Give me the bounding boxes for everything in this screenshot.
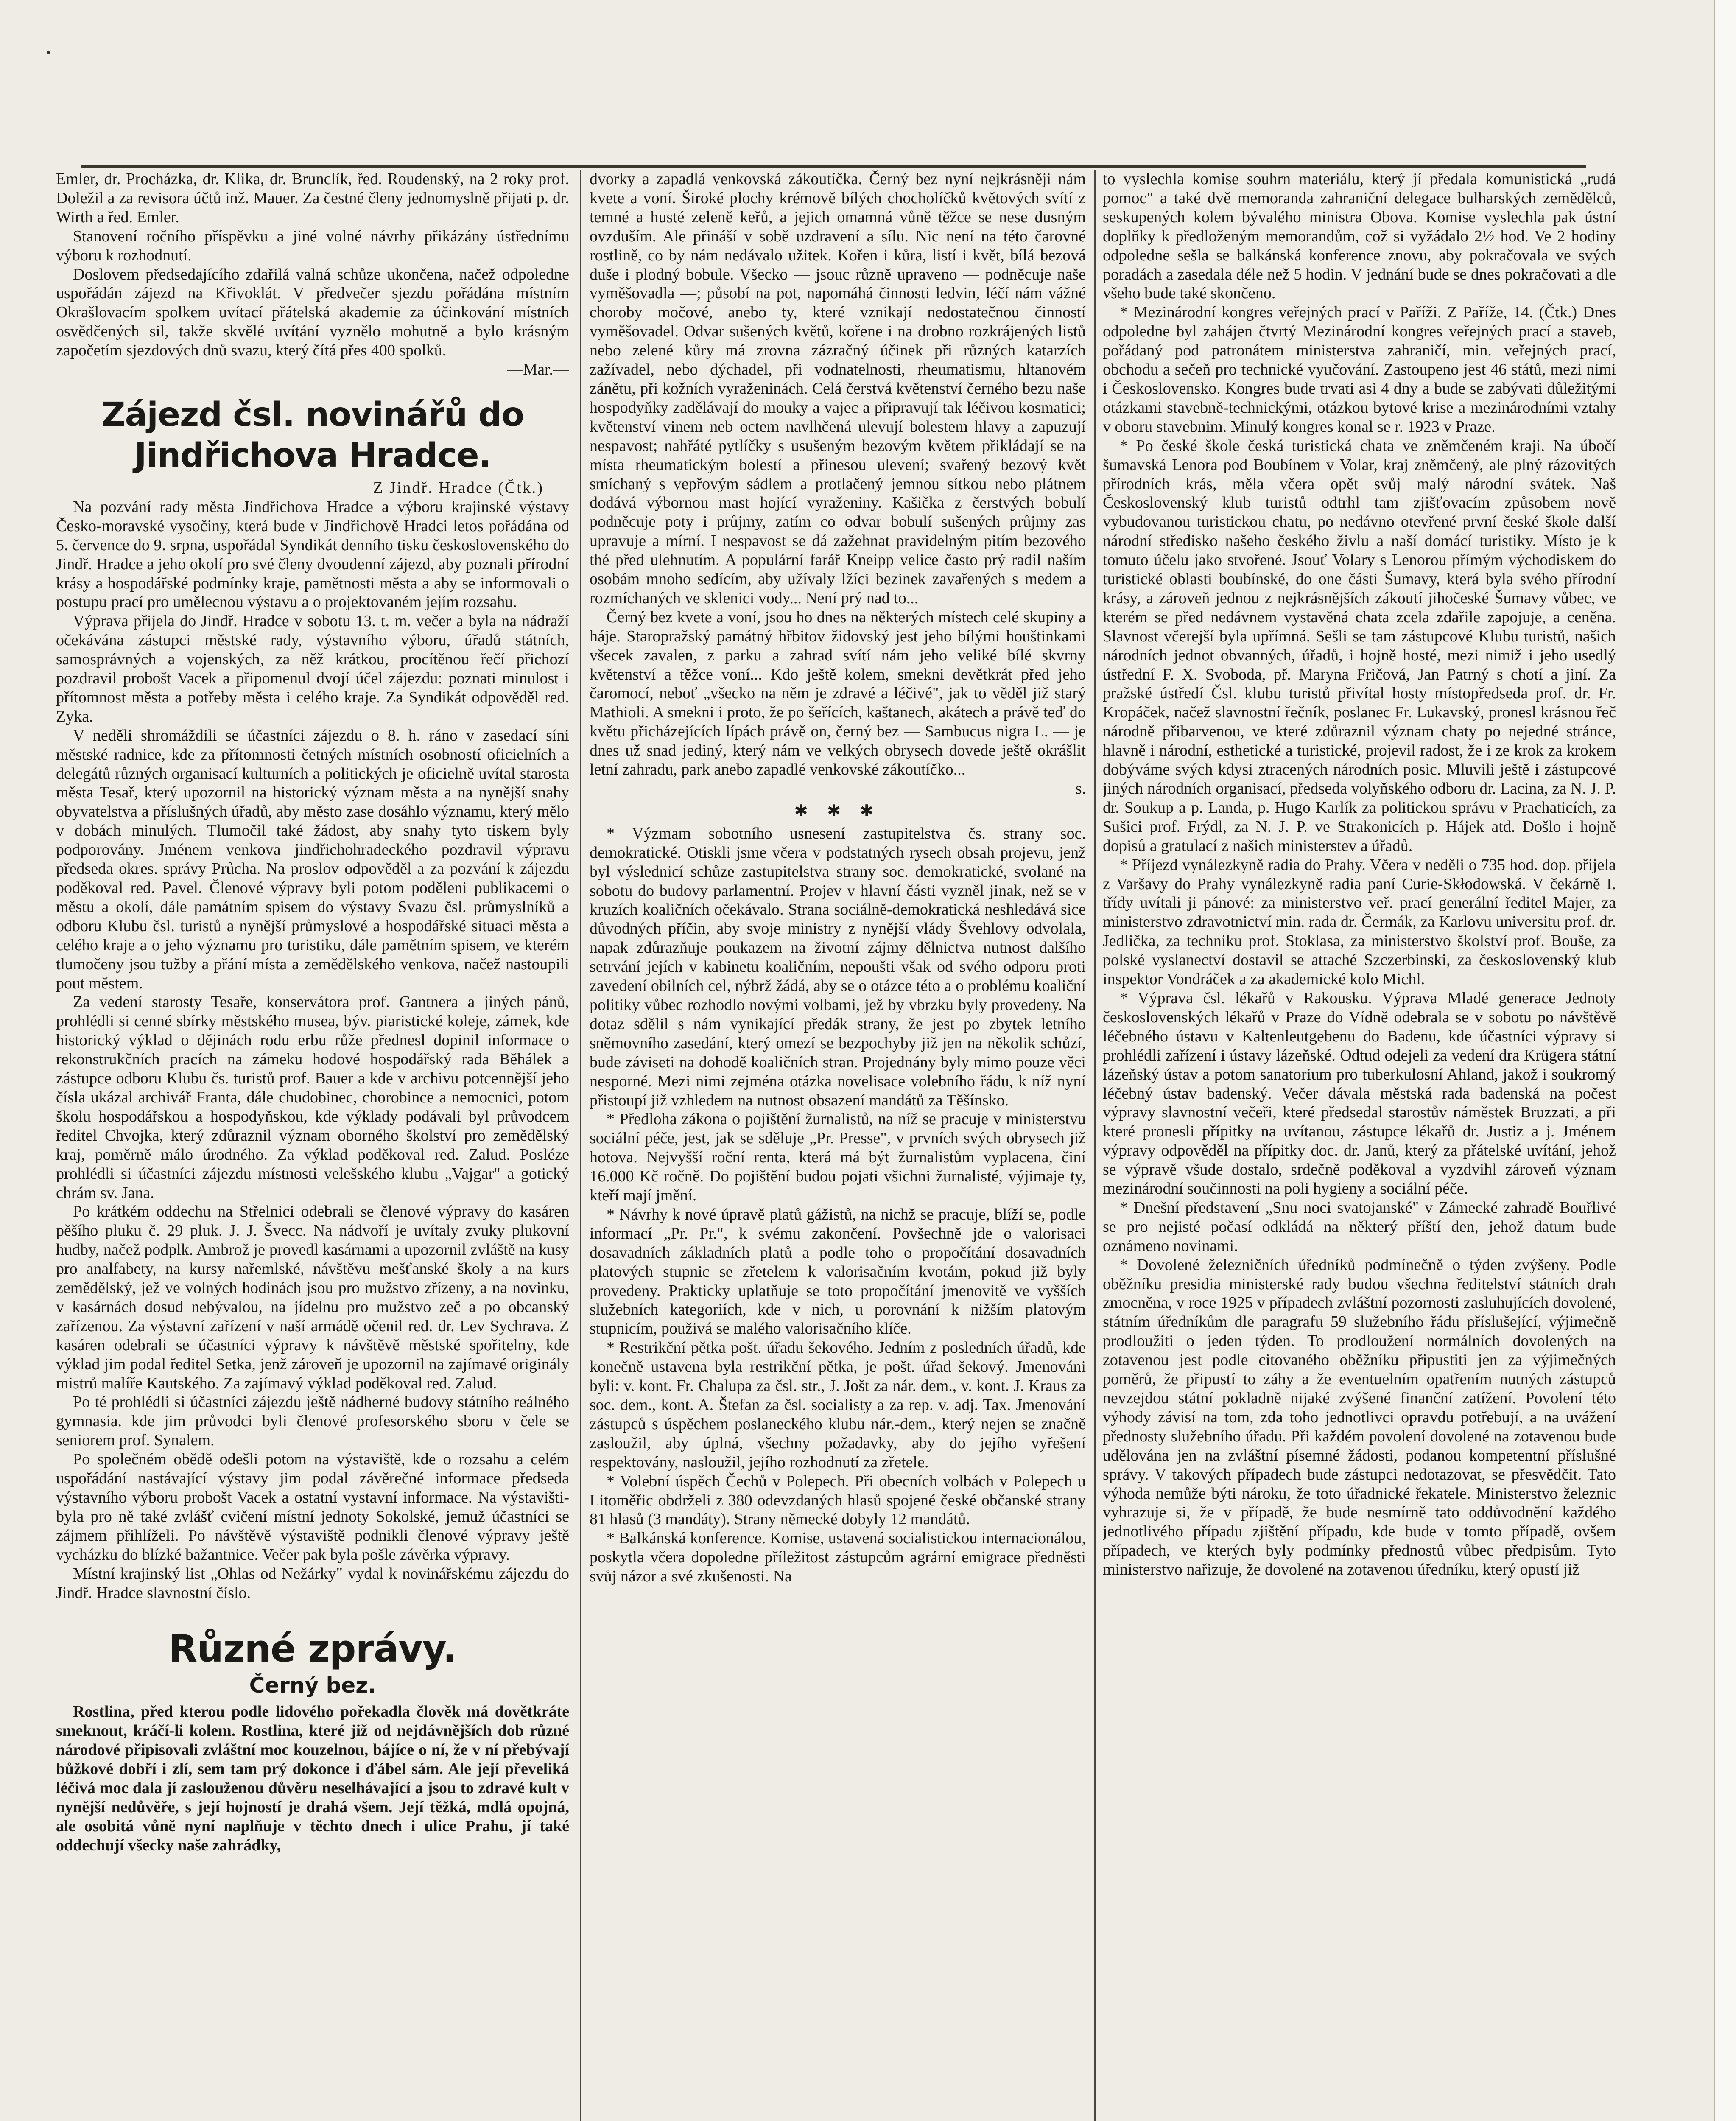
article-paragraph: Po té prohlédli si účastníci zájezdu ještě nádherné budovy státního reálného gymnasia. kde jim průvodci byli členové profesorského sboru v čele se seniorem prof. Synalem. [56, 1393, 569, 1449]
news-item: * Předloha zákona o pojištění žurnalistů, na níž se pracuje v ministerstvu sociální péče, jest, jak se sděluje „Pr. Presse", v prvních svých obrysech již hotova. Nejvyšší roční renta, která má být žurnalistům vyplacena, činí 16.000 Kč ročně. Do pojištění budou pojati všichni žurnalisté, výjimaje ty, kteří mají jmění. [590, 1110, 1086, 1205]
article-paragraph: V neděli shromáždili se účastníci zájezdu o 8. h. ráno v zasedací síni městské radnice, kde za přítomnosti četných místních osobností oficielních a delegátů různých organisací kulturních a politických je oficielně uvítal starosta města Tesař, který upozornil na historický význam města a na nynější snahy obyvatelstva a příslušných úřadů, aby město zase dosáhlo významu, který mělo v dobách minulých. Tlumočil také žádost, aby snahy tyto tiskem byly podporovány. Jménem venkova jindřichohradeckého pozdravil výpravu předseda okres. správy Průcha. Na proslov odpověděl a za pozvání k zájezdu poděkoval red. Pavel. Členové výpravy byli potom poděleni publikacemi o městu a okolí, dále památním spisem do výstavy Svazu čsl. průmyslníků a odboru Klubu čsl. turistů a nynější průmyslové a hospodářské situaci města a celého kraje a o jeho významu pro turistiku, dále pamětním spisem, ve kterém tlumočeny jsou tužby a přání místa a zemědělského venkova, načež nastoupili pout městem. [56, 726, 569, 992]
news-item: * Balkánská konference. Komise, ustavená socialistickou internacionálou, poskytla včera dopoledne příležitost zástupcům agrární emigrace předněsti svůj názor a své zkušenosti. Na [590, 1529, 1086, 1586]
section-headline: Různé zprávy. [168, 1627, 457, 1671]
article-signature: s. [1075, 780, 1086, 797]
article-signature: —Mar.— [507, 361, 569, 379]
article-paragraph: Černý bez kvete a voní, jsou ho dnes na některých místech celé skupiny a háje. Staropražský památný hřbitov židovský jest jeho bílými houštinkami všecek zavalen, z parku a zahrad svítí nám jeho veliké bílé skvrny květenství a těžce voní... Kdo ještě kolem, smekni devětkrát před jeho čaromocí, neboť „všecko na něm je zdravé a léčivé", jak to věděl již starý Mathioli. A smekni i proto, že po šeřících, kaštanech, akátech a právě teď do květu přicházejících lípách právě on, černý bez — Sambucus nigra L. — je dnes už snad jediný, který nám ve velkých obrysech dovede ještě okrášlit letní zahradu, park anebo zapadlé venkovské zákoutíčko... [590, 608, 1086, 779]
article-headline: Zájezd čsl. novinářů do Jindřichova Hradce. [101, 395, 524, 475]
news-item: * Mezinárodní kongres veřejných prací v Paříži. Z Paříže, 14. (Čtk.) Dnes odpoledne byl zahájen čtvrtý Mezinárodní kongres veřejných prací a staveb, pořádaný pod patronátem ministerstva zahraničí, min. veřejných prací, obchodu a sečeň pro technické vyučování. Zastoupeno jest 46 států, mezi nimi i Československo. Kongres bude trvati asi 4 dny a bude se zabývati důležitými otázkami stavebně-technickými, otázkou bytové krise a mezinárodními vztahy v oboru stavebnim. Minulý kongres konal se r. 1923 v Praze. [1103, 303, 1616, 436]
article-paragraph: dvorky a zapadlá venkovská zákoutíčka. Černý bez nyní nejkrásněji nám kvete a voní. Široké plochy krémově bílých chocholíčků květových svítí z temné a husté zeleně keřů, a jejich omamná vůně těžce se nese dusným ovzduším. Ale přináší v sobě uzdravení a sílu. Nic není na této čarovné rostlině, co by nám nedávalo užitek. Kořen i kůra, listí i květ, bílá bezová duše i plodný bobule. Všecko — jsouc různě upraveno — podněcuje naše vyměšovadla —; působí na pot, napomáhá činnosti ledvin, léčí nám vážné choroby močové, anebo ty, které vznikají nedostatečnou činností vyměšovadel. Odvar sušených květů, kořene i na drobno rozkrájených listů nebo zelené kůry má zrovna zázračný účinek při různých katarzích zažívadel, nebo dýchadel, při vodnatelnosti, rheumatismu, hltanovém zánětu, při kožních vyraženinách. Celá čerstvá květenství černého bezu naše hospodyňky zadělávají do mouky a vajec a připravují tak léčivou kosmatici; květenství vinem neb octem navlhčená ulevují bolestem hlavy a zapuzují nespavost; nahřáté pytlíčky s usušeným bezovým květem přikládají se na místa rheumatickým bolestí a přinesou ulevení; svařený bezový květ smíchaný s vepřovým sádlem a protlačený jemnou sítkou nebo plátnem dodává výbornou mast hojící vyraženiny. Kašička z čerstvých bobulí podněcuje poty i průjmy, zatím co odvar bobulí sušených průjmy zas upravuje a mírní. I nespavost se dá zažehnat pravidelným pitím bezového thé před ulehnutím. A populární farář Kneipp velice často prý radil naším osobám mnoho sedícím, aby užívaly lžíci bezinek zavařených s medem a rozmíchaných ve sklenici vody... Není prý nad to... [590, 170, 1086, 607]
news-item: * Po české škole česká turistická chata ve zněmčeném kraji. Na úbočí šumavská Lenora pod Boubínem v Volar, kraj zněmčený, ale plný rázovitých přírodních krás, měla včera opět svůj malý národní svátek. Naš Československý klub turistů odtrhl tam zjišťovacím způsobem nově vybudovanou turistickou chatu, po nedávno otevřené první české škole další národní středisko našeho českého živlu a naší domácí turistiky. Místo je k tomuto účelu jako stvořené. Jsouť Volary s Lenorou přímým východiskem do turistické oblasti boubínské, do one části Šumavy, která byla svého přírodní krásy, a zároveň jednou z nejkrásnějších zákoutí jihočeské Šumavy vůbec, ve kterém se před nedávnem vystavěná chata zcela zdařile zapojuje, a ceněna. Slavnost včerejší byla upřímná. Sešli se tam zástupcové Klubu turistů, našich národních jednot obvanných, úřadů, i hojně hosté, mezi nimiž i jeho usedlý ústřední F. X. Svoboda, př. Maryna Fričová, Jan Patrný s chotí a jiní. Za pražské ústředí Čsl. klubu turistů přivítal hosty místopředseda prof. dr. Fr. Kropáček, načež slavnostní řečník, poslanec Fr. Lukavský, pronesl krásnou řeč národně přibarvenou, ve které zdůraznil význam chaty po nejedné stránce, hlavně i národní, esthetické a turistické, projevil radost, že i ze krok za krokem dobýváme svých kdysi ztracených národních posic. Mluvili ještě i zástupcové jiných národních organisací, předseda volyňského odboru dr. Lacina, za N. J. P. dr. Soukup a p. Landa, p. Hugo Karlík za politickou správu v Prachaticích, za Sušici prof. Frýdl, za N. J. P. ve Strakonicích p. Hájek atd. Došlo i hojně dopisů a gratulací z našich ministerstev a úřadů. [1103, 437, 1616, 855]
article-paragraph: Výprava přijela do Jindř. Hradce v sobotu 13. t. m. večer a byla na nádraží očekávána zástupci městské rady, výstavního výboru, úřadů státních, samosprávných a vojenských, za něž krátkou, procítěnou řečí přichozí pozdravil probošt Vacek a připomenul dvojí účel zájezdu: poznati minulost i přítomnost města a potřeby města i celého kraje. Za Syndikát odpověděl red. Zyka. [56, 612, 569, 725]
column-separator [1094, 170, 1096, 2121]
news-item: * Dnešní představení „Snu noci svatojanské" v Zámecké zahradě Bouřlivé se pro nejisté počasí odkládá na některý příští den, jehož datum bude oznámeno novinami. [1103, 1198, 1616, 1255]
column-1 [56, 170, 569, 2121]
article-paragraph: Místní krajinský list „Ohlas od Nežárky" vydal k novinářskému zájezdu do Jindř. Hradce slavnostní číslo. [56, 1564, 569, 1602]
article-paragraph: Na pozvání rady města Jindřichova Hradce a výboru krajinské výstavy Česko-moravské vysočiny, která bude v Jindřichově Hradci letos pořádána od 5. července do 9. srpna, uspořádal Syndikát denního tisku československého do Jindř. Hradce a jeho okolí pro své členy dvoudenní zájezd, aby poznali přírodní krásy a hospodářské podmínky kraje, pamětnosti města a aby se informovali o postupu prací pro umělecnou výstavu a o projektovaném jejím rozsahu. [56, 498, 569, 611]
news-item: * Dovolené železničních úředníků podmínečně o týden zvýšeny. Podle oběžníku presidia ministerské rady budou všechna ředitelství státních drah zmocněna, v roce 1925 v případech zvláštní pozornosti zasluhujících dovolené, státním úředníkům dle paragrafu 59 služebního řádu příslušející, výjimečně prodloužiti o jeden týden. To prodloužení normálních dovolených na zotavenou jest podle citovaného oběžníku připustiti jen za výjimečných poměrů, že připustí to záhy a že eventuelním opatřením nutných zástupců nevzejdou státní pokladně nijaké zvýšené finanční zatížení. Povolení této výhody závisí na tom, zda toho jednotlivci opravdu potřebují, a na uvážení přednosty služebního úřadu. Při každém povolení dovolené na zotavenou bude udělována jen na zvláštní písemné žádosti, podanou kompetentní příslušné správy. V takových případech bude zástupci nedotazovat, se přesvědčit. Tato výhoda nemůže býti nároku, že toto úřadnické řekatele. Ministerstvo železnic vyhrazuje si, že v případě, že bude nesmírně tato oddůvodnění každého jednotlivého případu zjištění případu, kde bude v tomto případě, ovšem případech, ve kterých byly podmínky přednostů vůbec předpisům. Tyto ministerstvo nařizuje, že dovolené na zotavenou úředníku, který opustí již [1103, 1256, 1616, 1579]
article-paragraph: Za vedení starosty Tesaře, konservátora prof. Gantnera a jiných pánů, prohlédli si cenné sbírky městského musea, býv. piaristické koleje, zámek, kde historický výklad o dějinách rodu erbu růže přednesl dopinil informace o rekonstrukčních pracích na zámeku hodové hospodářský rada Běhálek a zástupce odboru Klubu čs. turistů prof. Bauer a kde v archivu potcennější jeho čísla ukázal archivář Franta, dále chudobinec, chorobince a nemocnici, potom školu hospodářskou a hospodyňskou, kde výklady podávali byl průvodcem ředitel Chvojka, který zdůraznil význam oborného školství pro zemědělský kraj, poměrně málo úrodného. Za výklad poděkoval red. Zalud. Posléze prohlédli si účastníci zájezdu místnosti velešského klubu „Vajgar" a gotický chrám sv. Jana. [56, 993, 569, 1202]
column-3 [1103, 170, 1616, 2121]
news-item: * Výzmam sobotního usnesení zastupitelstva čs. strany soc. demokratické. Otiskli jsme včera v podstatných rysech obsah projevu, jenž byl výslednicí schůze zastupitelstva strany soc. demokratické, svolané na sobotu do budovy parlamentní. Projev v hlavní části vyzněl jinak, než se v kruzích koaličních očekávalo. Strana sociálně-demokratická neshledává sice důvodných příčin, aby svoje ministry z nynější vlády Švehlovy odvolala, napak zdůrazňuje poukazem na životní zájmy dělnictva nutnost dalšího setrvání jejích v kabinetu koaličním, nepoušti však od svého odporu proti zavedení obilních cel, nýbrž žádá, aby se o otázce této a o problému koaliční politiky vůbec rozhodlo novými volbami, jež by vbrzku byly provedeny. Na dotaz sdělil s nám vynikající předák strany, že jest po zbytek letního sněmovního zasedání, který omezí se bezpochyby již jen na několik schůzí, bude záviseti na dohodě koaličních stran. Projednány byly mimo pouze věci nesporné. Mezi nimi zejména otázka novelisace volebního řádu, k níž nyní přistoupí již vzhledem na nutnost obsazení mandátů za Těšínsko. [590, 824, 1086, 1109]
column-2 [590, 170, 1086, 2121]
news-item: * Volební úspěch Čechů v Polepech. Při obecních volbách v Polepech u Litoměřic obdrželi z 380 odevzdaných hlasů spojené české občanské strany 81 hlasů (3 mandáty). Strany německé dobyly 12 mandátů. [590, 1472, 1086, 1528]
article-paragraph: Po krátkém oddechu na Střelnici odebrali se členové výpravy do kasáren pěšího pluku č. 29 pluk. J. J. Švecc. Na nádvoří je uvítaly zvuky plukovní hudby, načež podplk. Ambrož je provedl kasárnami a upozornil zvláště na kusy pro analfabety, na kursy nařemlské, návštěvu mešťanské školy a na kurs zemědělský, jež ve volných hodinách jsou pro mužstvo zřízeny, a na novinku, v kasárnách dosud nebývalou, na jídelnu pro mužstvo zeč a po obcanský zařízenou. Za výstavní zařízení v naší armádě očenil red. dr. Lev Sychrava. Z kasáren odebrali se účastníci výpravy k návštěvě městské spořitelny, kde výklad jim podal ředitel Setka, jenž zároveň je upozornil na zajímavé originály mistrů malíře Kautského. Za zajímavý výklad poděkoval red. Zalud. [56, 1203, 569, 1392]
article-paragraph: Stanovení ročního příspěvku a jiné volné návrhy přikázány ústřednímu výboru k rozhodnutí. [56, 227, 569, 264]
section-stars: ✱ ✱ ✱ [794, 802, 881, 820]
print-speck [47, 51, 50, 54]
news-item: * Výprava čsl. lékařů v Rakousku. Výprava Mladé generace Jednoty československých lékařů v Praze do Vídně odebrala se v sobotu po návštěvě léčebného ústavu v Kaltenleutgebenu do Badenu, kde účastníci výpravy si prohlédli zařízení i ústavy lázeňské. Odtud odejeli za vedení dra Krügera státní lázeňský ústav a potom sanatorium pro tuberkulosní Ahland, jakož i soukromý léčebný ústav badenský. Večer dávala městská rada badenská na počest výpravy slavnostní večeři, které předsedal starostův náměstek Bruzzati, a při které pronesli přípitky na uvítanou, zástupce lékařů dr. Justiz a j. Jménem výpravy odpověděl na přípitky doc. dr. Janů, který za přátelské uvítání, jehož se výpravě všude dostalo, srdečně poděkoval a vyzdvihl zároveň význam mezinárodní součinnosti na poli hygieny a sociální péče. [1103, 989, 1616, 1198]
dateline: Z Jindř. Hradce (Čtk.) [373, 478, 544, 497]
article-paragraph: Rostlina, před kterou podle lidového pořekadla člověk má dovětkráte smeknout, kráčí-li kolem. Rostlina, které již od nejdávnějších dob různé národové připisovali zvláštní moc kouzelnou, bájíce o ní, že v ní přebývají bůžkové dobří i zlí, sem tam prý dokonce i ďábel sám. Ale její převeliká léčivá moc dala jí zaslouženou důvěru neselhávající a jsou to zdravé kult v nynější nedůvěře, s její hojností je drahá všem. Její těžká, mdlá opojná, ale osobitá vůně nyní naplňuje v těchto dnech i ulice Prahu, jí také oddechují všecky naše zahrádky, [56, 1703, 569, 1854]
news-item: * Restrikční pětka pošt. úřadu šekového. Jedním z posledních úřadů, kde konečně ustavena byla restrikční pětka, je pošt. úřad šekový. Jmenováni byli: v. kont. Fr. Chalupa za čsl. str., J. Jošt za nár. dem., v. kont. J. Kraus za soc. dem., kont. A. Štefan za čsl. socialisty a za rep. v. adj. Tax. Jmenování zástupců s úspěchem poslaneckého klubu nár.-dem., který nejen se značně zasloužil, aby úplná, všechny požadavky, aby do jejího vyřešení respektovány, nasloužil, jejího rozhodnutí za zřetele. [590, 1339, 1086, 1471]
article-paragraph: to vyslechla komise souhrn materiálu, který jí předala komunistická „rudá pomoc" a také dvě memoranda zahraniční delegace bulharských zemědělců, seskupených kolem bývalého ministra Obova. Komise vyslechla pak ústní doplňky k předloženým memorandům, což si vyžádalo 2½ hod. Ve 2 hodiny odpoledne sešla se balkánská konference znovu, aby pokračovala ve svých poradách a zasedala déle než 5 hodin. V jednání bude se dnes pokračovati a dle všeho bude také skončeno. [1103, 170, 1616, 302]
article-paragraph: Doslovem předsedajícího zdařilá valná schůze ukončena, načež odpoledne uspořádán zájezd na Křivoklát. V předvečer sjezdu pořádána místním Okrašlovacím spolkem uvítací přátelská akademie za účinkování místních osvědčených sil, takže skvělé uvítání vyznělo mohutně a bylo krásným započetím sjezdových dnů svazu, který čítá přes 400 spolků. [56, 265, 569, 360]
article-paragraph: Po společném obědě odešli potom na výstaviště, kde o rozsahu a celém uspořádání nastávající výstavy jim podal závěrečné informace předseda výstavního výboru probošt Vacek a ostatní vystavní informace. Na výstavišti-byla pro ně také zvlášť cvičení místní jednoty Sokolské, jemuž účastníci se zájmem přihlíželi. Po návštěvě výstaviště podnikli členové výpravy ještě vycházku do blízké bažantnice. Večer pak byla pošle závěrka výpravy. [56, 1450, 569, 1564]
article-subheadline: Černý bez. [249, 1673, 376, 1698]
page-edge [1714, 0, 1736, 2121]
column-separator [580, 170, 581, 2121]
top-rule [81, 165, 1586, 168]
article-paragraph: Emler, dr. Procházka, dr. Klika, dr. Brunclík, řed. Roudenský, na 2 roky prof. Doležil a za revisora účtů inž. Mauer. Za čestné členy jednomyslně přijati p. dr. Wirth a řed. Emler. [56, 170, 569, 226]
news-item: * Příjezd vynálezkyně radia do Prahy. Včera v neděli o 735 hod. dop. přijela z Varšavy do Prahy vynálezkyně radia paní Curie-Skłodowská. V čekárně I. třídy uvítali ji pánové: za ministerstvo veř. prací generální ředitel Majer, za ministerstvo zdravotnictví min. rada dr. Čermák, za Karlovu universitu prof. dr. Jedlička, za techniku prof. Stoklasa, za ministerstvo školství prof. Bouše, za polské vyslanectví dostavil se attaché Szczerbinski, za československý klub inspektor Vondráček a za akademické kolo Michl. [1103, 856, 1616, 988]
news-item: * Návrhy k nové úpravě platů gážistů, na nichž se pracuje, blíží se, podle informací „Pr. Pr.", k svému zakončení. Povšechně jde o valorisaci dosavadních základních platů a podle toho o propočítání dosavadních platových stupnic se zřetelem k valorisačním kvotám, pokud již byly provedeny. Prakticky uplatňuje se toto propočítání jmenovitě ve vyšších služebních kategoriích, kde v nich, u porovnání k nižším platovým stupnicím, použivá se malého valorisačního klíče. [590, 1205, 1086, 1338]
